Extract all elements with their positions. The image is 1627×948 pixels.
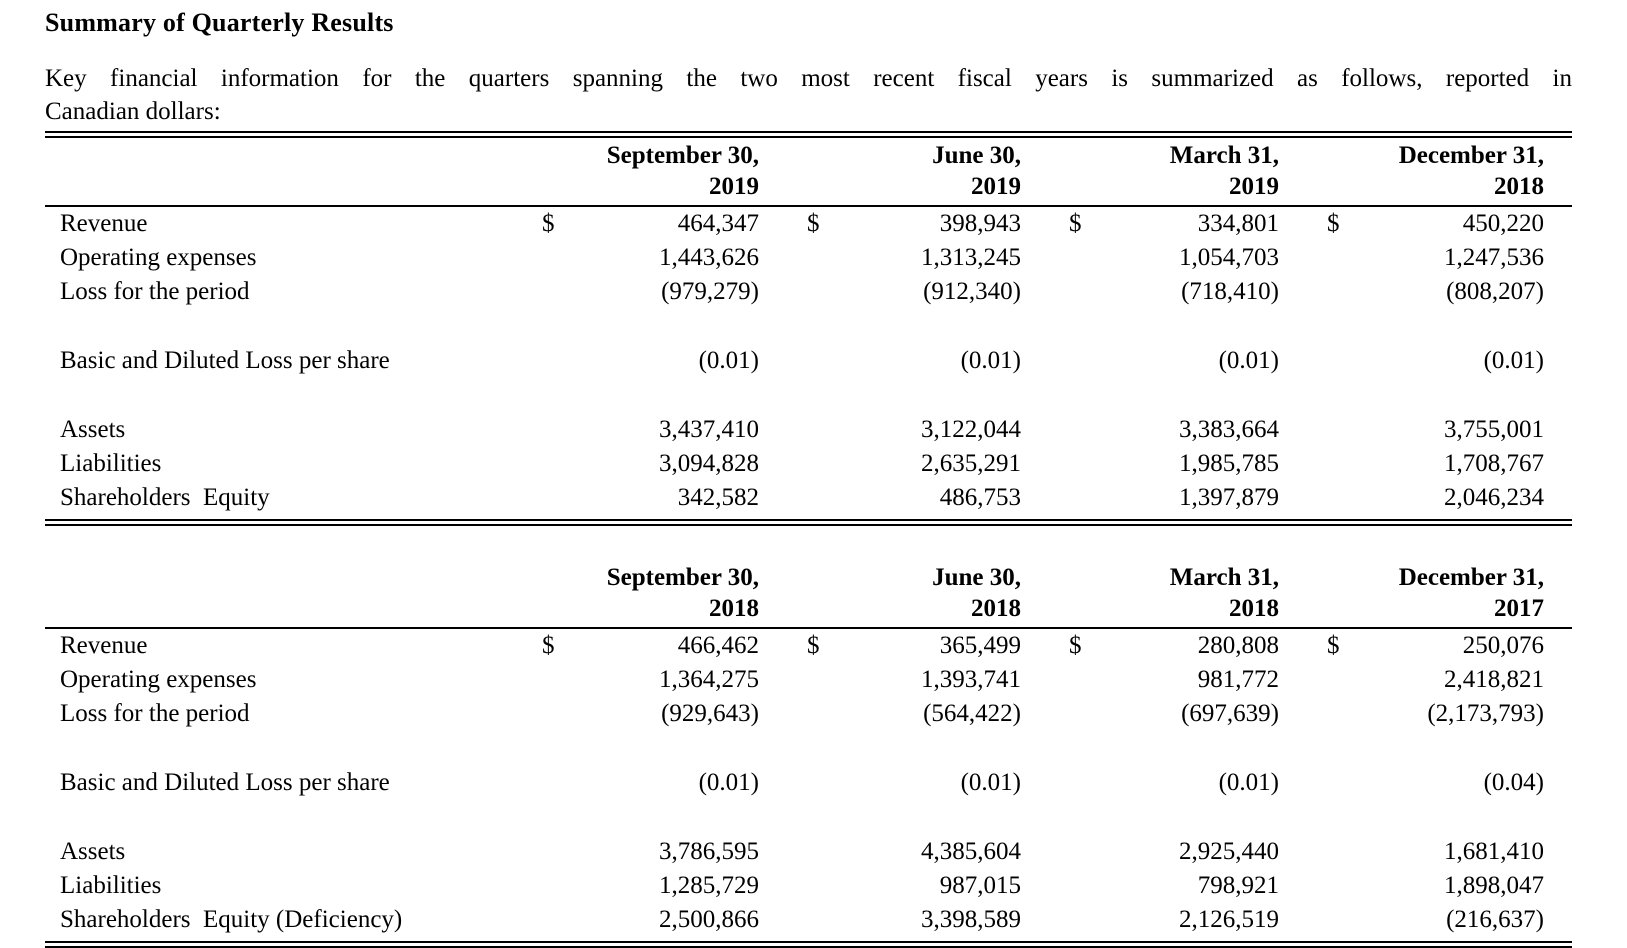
column-header [1049,526,1307,628]
table-row [45,275,1572,309]
currency-spacer [1049,481,1104,523]
currency-spacer [522,344,580,378]
cell-value: 1,364,275 [659,666,760,693]
currency-spacer [1049,413,1104,447]
column-header [1307,526,1572,628]
column-header-year: 2019 [709,173,760,200]
table-row [45,766,1572,800]
currency-spacer [1049,835,1104,869]
label-column-header [45,135,522,207]
column-header [522,135,787,207]
currency-spacer [522,697,580,731]
currency-spacer [787,447,842,481]
currency-spacer [787,344,842,378]
cell-value: (0.01) [960,347,1022,374]
blank-cell [45,731,1572,766]
currency-spacer [1307,903,1362,945]
cell-value: 3,094,828 [659,450,760,477]
column-header [1049,135,1307,207]
cell-value: 250,076 [1462,632,1545,659]
row-label: Liabilities [60,450,162,477]
currency-spacer [1307,344,1362,378]
currency-spacer [787,241,842,275]
column-header-year: 2018 [709,595,760,622]
cell-value: 1,397,879 [1104,481,1307,523]
currency-spacer [1049,869,1104,903]
cell-value: 3,755,001 [1444,416,1545,443]
cell-value: 1,443,626 [659,244,760,271]
currency-spacer [522,481,580,523]
cell-value: 342,582 [580,481,787,523]
cell-value: (564,422) [923,700,1022,727]
blank-cell [45,378,1572,413]
cell-value: 1,285,729 [659,872,760,899]
row-label: Loss for the period [60,700,250,727]
currency-spacer [787,481,842,523]
column-header-date: December 31, [1398,142,1545,169]
column-header-date: June 30, [932,142,1022,169]
column-header [787,135,1049,207]
quarterly-table-fy2019 [45,131,1572,526]
currency-spacer [1307,663,1362,697]
dollar-sign: $ [1069,210,1082,237]
currency-spacer [787,835,842,869]
row-label: Shareholders Equity (Deficiency) [45,903,522,945]
currency-spacer [522,447,580,481]
table-row [45,481,1572,523]
column-header [787,526,1049,628]
cell-value: 1,708,767 [1444,450,1545,477]
currency-spacer [522,766,580,800]
currency-spacer [787,766,842,800]
table-row [45,697,1572,731]
cell-value: 2,126,519 [1104,903,1307,945]
header-row [45,135,1572,207]
blank-cell [45,309,1572,344]
column-header-year: 2018 [1229,595,1280,622]
cell-value: 2,635,291 [921,450,1022,477]
page-title: Summary of Quarterly Results [45,8,394,37]
cell-value: (0.01) [698,347,760,374]
column-header [522,526,787,628]
currency-spacer [1049,447,1104,481]
row-label: Shareholders Equity [45,481,522,523]
cell-value: (697,639) [1181,700,1280,727]
column-header-date: September 30, [606,142,760,169]
intro-line-1: Key financial information for the quarters spanning the two most recent fiscal years is summarized as follows, reported in [45,65,1572,92]
cell-value: 3,437,410 [659,416,760,443]
quarterly-table-fy2018 [45,526,1572,948]
cell-value: 4,385,604 [921,838,1022,865]
cell-value: 3,383,664 [1179,416,1280,443]
cell-value: 486,753 [842,481,1049,523]
currency-spacer [1049,903,1104,945]
column-header-date: June 30, [932,564,1022,591]
dollar-sign: $ [542,632,555,659]
cell-value: (0.01) [960,769,1022,796]
label-column-header [45,526,522,628]
cell-value: 466,462 [677,632,760,659]
currency-spacer [1307,697,1362,731]
row-label: Revenue [60,632,148,659]
dollar-sign: $ [1327,210,1340,237]
cell-value: 450,220 [1462,210,1545,237]
currency-spacer [787,413,842,447]
cell-value: 280,808 [1197,632,1280,659]
currency-spacer [1307,447,1362,481]
row-label: Assets [60,838,126,865]
cell-value: 1,898,047 [1444,872,1545,899]
currency-spacer [787,869,842,903]
table-row [45,344,1572,378]
currency-spacer [1049,275,1104,309]
cell-value: 365,499 [939,632,1022,659]
intro-paragraph [45,62,1572,128]
cell-value: 1,985,785 [1179,450,1280,477]
row-label: Loss for the period [60,278,250,305]
column-header-date: December 31, [1398,564,1545,591]
currency-spacer [522,413,580,447]
currency-spacer [1307,835,1362,869]
dollar-sign: $ [807,210,820,237]
cell-value: 1,313,245 [921,244,1022,271]
cell-value: 3,398,589 [842,903,1049,945]
column-header-date: March 31, [1169,142,1280,169]
column-header-year: 2019 [1229,173,1280,200]
cell-value: (912,340) [923,278,1022,305]
cell-value: (0.04) [1483,769,1545,796]
blank-cell [45,800,1572,835]
column-header-year: 2017 [1494,595,1545,622]
currency-spacer [1049,766,1104,800]
cell-value: 464,347 [677,210,760,237]
currency-spacer [1307,241,1362,275]
cell-value: 3,122,044 [921,416,1022,443]
currency-spacer [787,663,842,697]
cell-value: (0.01) [698,769,760,796]
currency-spacer [1307,869,1362,903]
currency-spacer [522,869,580,903]
currency-spacer [1307,766,1362,800]
currency-spacer [1307,413,1362,447]
table-row [45,206,1572,241]
cell-value: 1,681,410 [1444,838,1545,865]
table-row [45,903,1572,945]
cell-value: 334,801 [1197,210,1280,237]
cell-value: (808,207) [1446,278,1545,305]
cell-value: 398,943 [939,210,1022,237]
currency-spacer [787,697,842,731]
dollar-sign: $ [1069,632,1082,659]
currency-spacer [522,903,580,945]
cell-value: 2,418,821 [1444,666,1545,693]
cell-value: (979,279) [661,278,760,305]
table-row [45,869,1572,903]
row-label: Operating expenses [60,666,257,693]
header-row [45,526,1572,628]
column-header [1307,135,1572,207]
currency-spacer [1307,275,1362,309]
cell-value: (2,173,793) [1427,700,1545,727]
table-row [45,447,1572,481]
blank-row [45,731,1572,766]
table-row [45,835,1572,869]
column-header-year: 2018 [971,595,1022,622]
currency-spacer [522,663,580,697]
currency-spacer [787,275,842,309]
blank-row [45,800,1572,835]
cell-value: 2,925,440 [1179,838,1280,865]
currency-spacer [522,241,580,275]
cell-value: (929,643) [661,700,760,727]
dollar-sign: $ [807,632,820,659]
cell-value: (0.01) [1218,347,1280,374]
cell-value: 1,247,536 [1444,244,1545,271]
row-label: Operating expenses [60,244,257,271]
row-label: Assets [60,416,126,443]
table-row [45,413,1572,447]
cell-value: 1,054,703 [1179,244,1280,271]
row-label: Liabilities [60,872,162,899]
currency-spacer [1049,241,1104,275]
currency-spacer [522,835,580,869]
column-header-date: March 31, [1169,564,1280,591]
cell-value: (216,637) [1362,903,1572,945]
currency-spacer [522,275,580,309]
column-header-year: 2018 [1494,173,1545,200]
cell-value: (0.01) [1218,769,1280,796]
table-row [45,628,1572,663]
table-row [45,663,1572,697]
cell-value: (0.01) [1483,347,1545,374]
table-row [45,241,1572,275]
row-label: Basic and Diluted Loss per share [60,347,390,374]
currency-spacer [1307,481,1362,523]
column-header-date: September 30, [606,564,760,591]
cell-value: 2,046,234 [1362,481,1572,523]
currency-spacer [1049,697,1104,731]
currency-spacer [787,903,842,945]
row-label: Basic and Diluted Loss per share [60,769,390,796]
column-header-year: 2019 [971,173,1022,200]
blank-row [45,309,1572,344]
currency-spacer [1049,663,1104,697]
cell-value: 1,393,741 [921,666,1022,693]
cell-value: (718,410) [1181,278,1280,305]
blank-row [45,378,1572,413]
dollar-sign: $ [1327,632,1340,659]
cell-value: 3,786,595 [659,838,760,865]
currency-spacer [1049,344,1104,378]
cell-value: 2,500,866 [580,903,787,945]
cell-value: 981,772 [1197,666,1280,693]
row-label: Revenue [60,210,148,237]
dollar-sign: $ [542,210,555,237]
cell-value: 798,921 [1197,872,1280,899]
intro-line-2: Canadian dollars: [45,98,221,125]
cell-value: 987,015 [939,872,1022,899]
